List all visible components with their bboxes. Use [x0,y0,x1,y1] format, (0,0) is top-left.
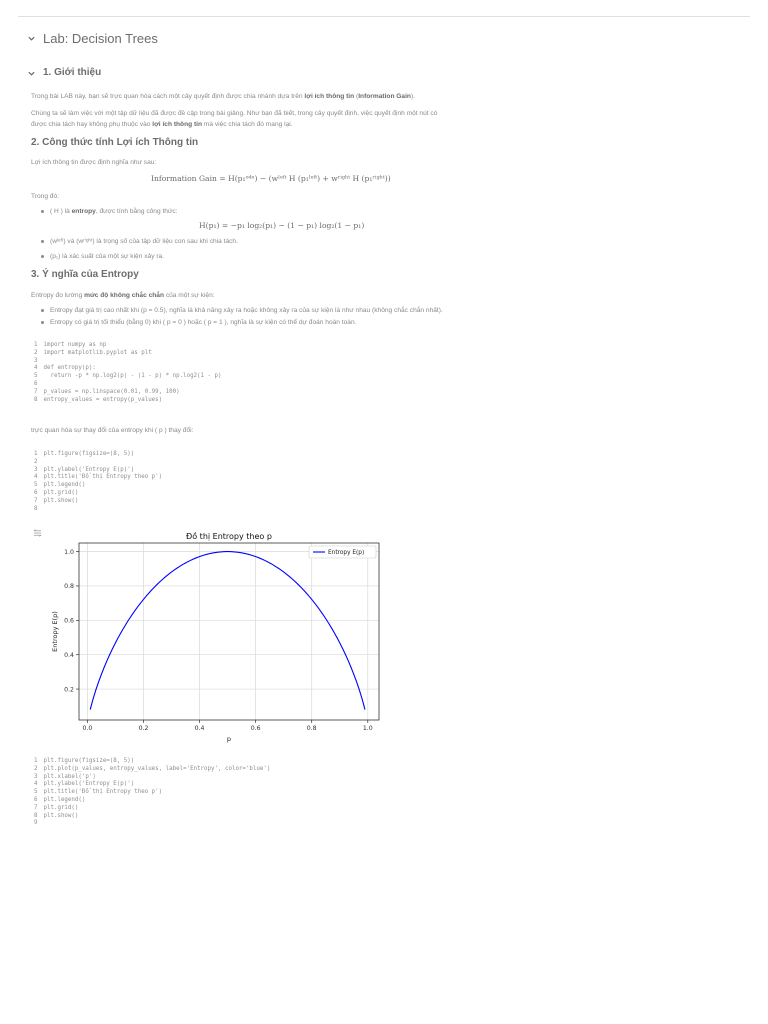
code-text: plt.show() [40,497,79,504]
code-line [34,381,221,389]
line-number: 5 [34,789,38,796]
line-number: 7 [34,388,38,395]
line-number: 8 [34,812,38,819]
code-line [34,774,270,782]
line-number: 6 [34,489,38,496]
line-number: 3 [34,466,38,473]
code-line [34,358,221,366]
code-text: plt.grid() [40,489,79,496]
y-tick-label: 0.2 [64,686,74,694]
code-line [34,805,270,813]
section-intro-title[interactable]: 1. Giới thiệu [43,67,102,78]
code-line [34,506,162,514]
line-number: 6 [34,380,38,387]
code-text: import matplotlib.pyplot as plt [40,349,152,356]
code-line [34,789,270,797]
code-text: return -p * np.log2(p) - (1 - p) * np.log2(1 - p) [40,373,222,380]
line-number: 4 [34,781,38,788]
x-tick-label: 1.0 [362,725,373,732]
visualization-note: trực quan hóa sự thay đổi của entropy khi ( p ) thay đổi: [31,427,194,434]
code-text: plt.xlabel('p') [40,773,96,780]
code-line [34,820,270,828]
line-number: 2 [34,349,38,356]
line-number: 3 [34,357,38,364]
code-text [40,381,44,387]
intro-paragraph-2: Chúng ta sẽ làm việc với một tập dữ liệu đã được đề cập trong bài giảng. Như bạn đã biết, trong cây quyết định, việc quyết định một nút có được chia tách hay không phụ thuộc vào lợi ích thông tin mà việc chia tách đó mang lại. [31,110,438,128]
line-number: 3 [34,773,38,780]
line-number: 9 [34,820,38,827]
x-tick-label: 0.6 [250,725,261,732]
list-item: Entropy đạt giá trị cao nhất khi (p = 0.5), nghĩa là khả năng xảy ra hoặc không xảy ra của sự kiện là như nhau (không chắc chắn nhất). [40,305,443,316]
code-text: p_values = np.linspace(0.01, 0.99, 100) [40,388,180,395]
section-2-heading: 2. Công thức tính Lợi ích Thông tin [31,137,199,148]
line-number: 2 [34,765,38,772]
code-text: plt.figure(figsize=(8, 5)) [40,758,135,764]
line-number: 7 [34,804,38,811]
code-line [34,350,221,358]
code-text: plt.legend() [40,482,86,489]
where-label: Trong đó: [31,193,59,200]
x-tick-label: 0.2 [138,725,149,732]
section-3-bullets [40,305,443,328]
x-tick-label: 0.8 [306,725,317,732]
line-number: 6 [34,796,38,803]
code-text: plt.grid() [40,804,79,811]
code-text [40,459,44,465]
code-text: plt.title('Đồ thị Entropy theo p') [40,789,163,796]
code-line [34,459,162,467]
code-line [34,474,162,482]
code-text: plt.legend() [40,796,86,803]
entropy-formula: H(p₁) = −p₁ log₂(p₁) − (1 − p₁) log₂(1 − p₁) [199,221,365,230]
notebook-section-title[interactable]: Lab: Decision Trees [43,31,158,46]
x-axis-label: p [226,735,232,743]
list-item: Entropy có giá trị tối thiểu (bằng 0) khi ( p = 0 ) hoặc ( p = 1 ), nghĩa là sự kiện có thể dự đoán hoàn toàn. [40,317,443,328]
collapse-chevron-icon[interactable] [27,34,36,43]
section-2-bullets-2 [40,236,238,262]
code-text: plt.figure(figsize=(8, 5)) [40,451,135,457]
code-line [34,389,221,397]
entropy-chart [40,528,390,746]
code-line [34,766,270,774]
section-2-lead: Lợi ích thông tin được định nghĩa như sau: [31,159,157,166]
information-gain-formula [151,174,391,183]
y-tick-label: 0.6 [64,617,74,625]
x-tick-label: 0.4 [194,725,205,732]
code-line [34,490,162,498]
code-line [34,813,270,821]
list-item: ( H ) là entropy, được tính bằng công thức: [40,206,178,217]
y-axis-label: Entropy E(p) [51,611,59,652]
section-2-bullets [40,206,178,217]
line-number: 7 [34,497,38,504]
code-line [34,342,221,350]
line-number: 1 [34,342,38,348]
code-text: plt.ylabel('Entropy E(p)') [40,466,135,473]
code-line [34,373,221,381]
code-cell-3[interactable] [34,758,270,828]
list-item: (wˡᵉᶠᵗ) và (wʳⁱᵍʰᵗ) là trọng số của tập dữ liệu con sau khi chia tách. [40,236,238,247]
code-text [40,358,44,364]
line-number: 1 [34,758,38,764]
code-text: plt.plot(p_values, entropy_values, label='Entropy', color='blue') [40,765,271,772]
line-number: 8 [34,396,38,403]
y-tick-label: 0.4 [64,651,74,659]
code-text: import numpy as np [40,342,107,348]
code-line [34,758,270,766]
code-text: def entropy(p): [40,365,96,372]
line-number: 8 [34,505,38,512]
section-3-lead: Entropy đo lường mức độ không chắc chắn của một sự kiện: [31,292,215,299]
code-cell-2[interactable] [34,451,162,513]
code-line [34,482,162,490]
code-text: entropy_values = entropy(p_values) [40,396,163,403]
code-text: plt.title('Đồ thị Entropy theo p') [40,474,163,481]
legend-label: Entropy E(p) [328,550,365,557]
line-number: 4 [34,474,38,481]
line-number: 4 [34,365,38,372]
code-line [34,397,221,405]
y-tick-label: 0.8 [64,583,74,591]
code-line [34,797,270,805]
code-text [40,506,44,512]
x-tick-label: 0.0 [82,725,93,732]
line-number: 5 [34,373,38,380]
line-number: 5 [34,482,38,489]
information-gain-formula-text: Information Gain = H(p₁ᵒᵈᵉ) − (wˡᵉᶠᵗ H (p₁ˡᵉᶠᵗ) + wʳⁱᵍʰᵗ H (p₁ʳⁱᵍʰᵗ)) [151,174,391,183]
code-line [34,498,162,506]
code-cell-1[interactable] [34,342,221,404]
top-divider [18,16,750,17]
entropy-chart-svg [40,528,390,746]
collapse-chevron-icon[interactable] [27,69,36,78]
intro-paragraph-1: Trong bài LAB này, bạn sẽ trực quan hóa cách một cây quyết định được chia nhánh dựa trên lợi ích thông tin (Information Gain). [31,93,415,100]
code-text: plt.show() [40,812,79,819]
chart-title: Đồ thị Entropy theo p [186,532,272,541]
list-item: (p₁) là xác suất của một sự kiện xảy ra. [40,251,238,262]
code-text [40,820,44,826]
line-number: 2 [34,458,38,465]
y-tick-label: 1.0 [64,548,74,556]
code-line [34,365,221,373]
code-line [34,451,162,459]
line-number: 1 [34,451,38,457]
series-line-entropy [90,552,365,710]
section-3-heading: 3. Ý nghĩa của Entropy [31,269,139,280]
code-text: plt.ylabel('Entropy E(p)') [40,781,135,788]
